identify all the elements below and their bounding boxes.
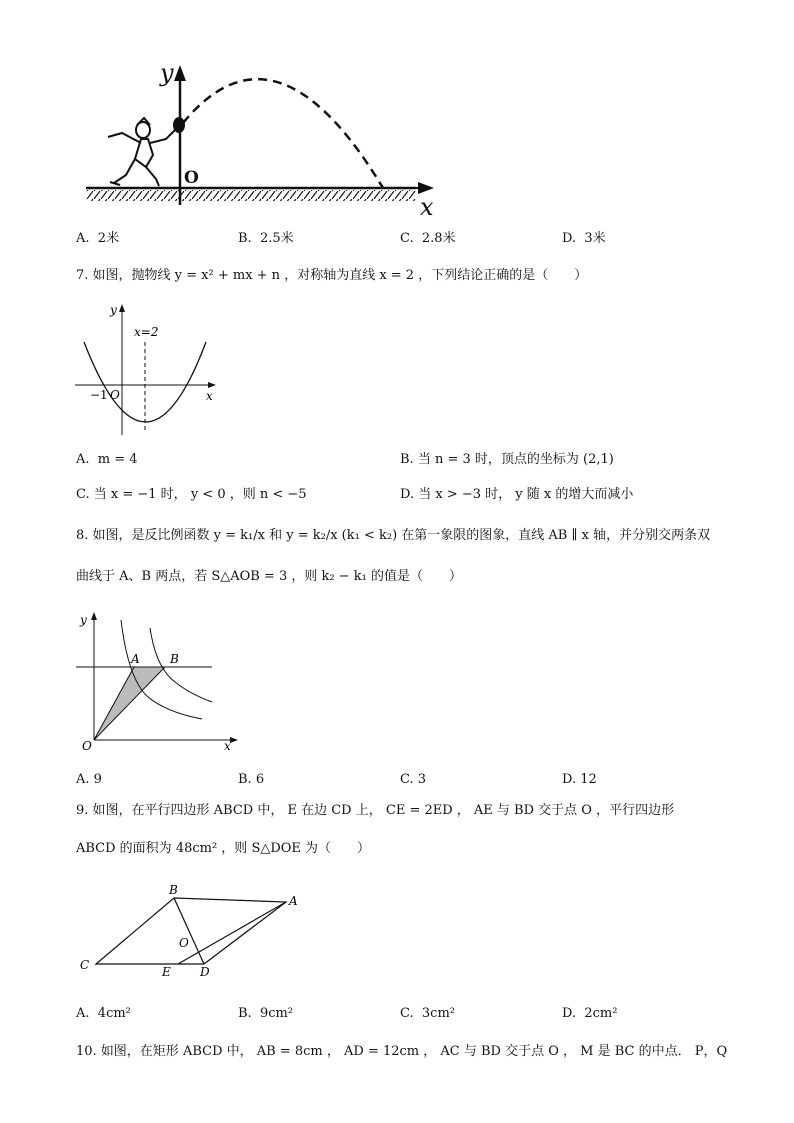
q9-parallelogram (96, 898, 286, 964)
q7-option-d[interactable]: D. 当 x > −3 时， y 随 x 的增大而减小 (400, 487, 634, 502)
q8-option-a[interactable]: A. 9 (76, 772, 102, 787)
y-axis-arrow-icon (174, 65, 186, 81)
q8-option-c[interactable]: C. 3 (400, 772, 427, 787)
q9-option-b[interactable]: B. 9cm² (238, 1006, 294, 1021)
q7-axis-label: x=2 (134, 325, 159, 339)
q9-option-c[interactable]: C. 3cm² (400, 1006, 455, 1021)
q7-option-b[interactable]: B. 当 n = 3 时，顶点的坐标为 (2,1) (400, 452, 614, 467)
q9-a-label: A (289, 894, 298, 908)
q9-stem-line1: 9. 如图，在平行四边形 ABCD 中， E 在边 CD 上， CE = 2ED ， AE 与 BD 交于点 O ，平行四边形 (76, 803, 675, 818)
q8-origin-label: O (82, 739, 92, 753)
q7-parabola (84, 342, 206, 422)
q6-y-label: y (160, 59, 174, 87)
q8-x-label: x (224, 739, 231, 753)
q7-minus-one-label: −1 (90, 388, 108, 402)
q10-stem: 10. 如图，在矩形 ABCD 中， AB = 8cm ， AD = 12cm ， AC 与 BD 交于点 O ， M 是 BC 的中点． P，Q (76, 1044, 728, 1059)
q9-stem-line2: ABCD 的面积为 48cm² ，则 S△DOE 为（ ） (76, 841, 371, 856)
q7-origin-label: O (110, 388, 120, 402)
q6-figure (80, 55, 445, 220)
q9-e-label: E (162, 965, 171, 979)
q8-a-label: A (131, 652, 140, 666)
trajectory-curve (183, 79, 383, 188)
q9-d-label: D (200, 965, 210, 979)
q6-option-d[interactable]: D. 3米 (562, 231, 606, 246)
q9-o-label: O (179, 936, 189, 950)
ground (86, 188, 416, 201)
q8-y-arrow-icon (91, 612, 97, 620)
q8-stem-line1: 8. 如图，是反比例函数 y = k₁/x 和 y = k₂/x (k₁ < k₂) 在第一象限的图象，直线 AB ∥ x 轴，并分别交两条双 (76, 528, 711, 543)
q9-figure (76, 880, 306, 980)
q9-b-label: B (169, 883, 178, 897)
q7-stem: 7. 如图，抛物线 y = x² + mx + n ，对称轴为直线 x = 2 ，下列结论正确的是（ ） (76, 268, 588, 283)
q9-c-label: C (80, 958, 90, 972)
q8-y-label: y (80, 613, 87, 627)
q6-option-c[interactable]: C. 2.8米 (400, 231, 456, 246)
q8-option-b[interactable]: B. 6 (238, 772, 265, 787)
q9-option-d[interactable]: D. 2cm² (562, 1006, 618, 1021)
q8-b-label: B (170, 652, 179, 666)
q6-x-label: x (420, 193, 434, 220)
q7-y-arrow-icon (119, 304, 125, 312)
q8-option-d[interactable]: D. 12 (562, 772, 597, 787)
q7-option-c[interactable]: C. 当 x = −1 时， y < 0 ，则 n < −5 (76, 487, 307, 502)
q8-shaded-triangle (94, 667, 165, 740)
q7-y-label: y (110, 303, 117, 317)
q9-segment-ae (178, 902, 286, 964)
player-figure-icon (108, 118, 184, 186)
q7-figure (70, 300, 220, 440)
q6-option-b[interactable]: B. 2.5米 (238, 231, 294, 246)
q8-x-arrow-icon (230, 737, 238, 743)
q9-option-a[interactable]: A. 4cm² (76, 1006, 131, 1021)
q7-option-a[interactable]: A. m = 4 (76, 452, 138, 467)
q8-stem-line2: 曲线于 A、B 两点，若 S△AOB = 3 ，则 k₂ − k₁ 的值是（ ） (76, 569, 463, 584)
q7-x-arrow-icon (208, 382, 216, 388)
q8-figure (72, 608, 242, 753)
q7-x-label: x (206, 389, 213, 403)
q6-option-a[interactable]: A. 2米 (76, 231, 120, 246)
q6-origin-label: O (184, 168, 199, 188)
q9-diagonal-bd (174, 898, 204, 964)
q8-hyperbola-k2 (150, 628, 212, 702)
